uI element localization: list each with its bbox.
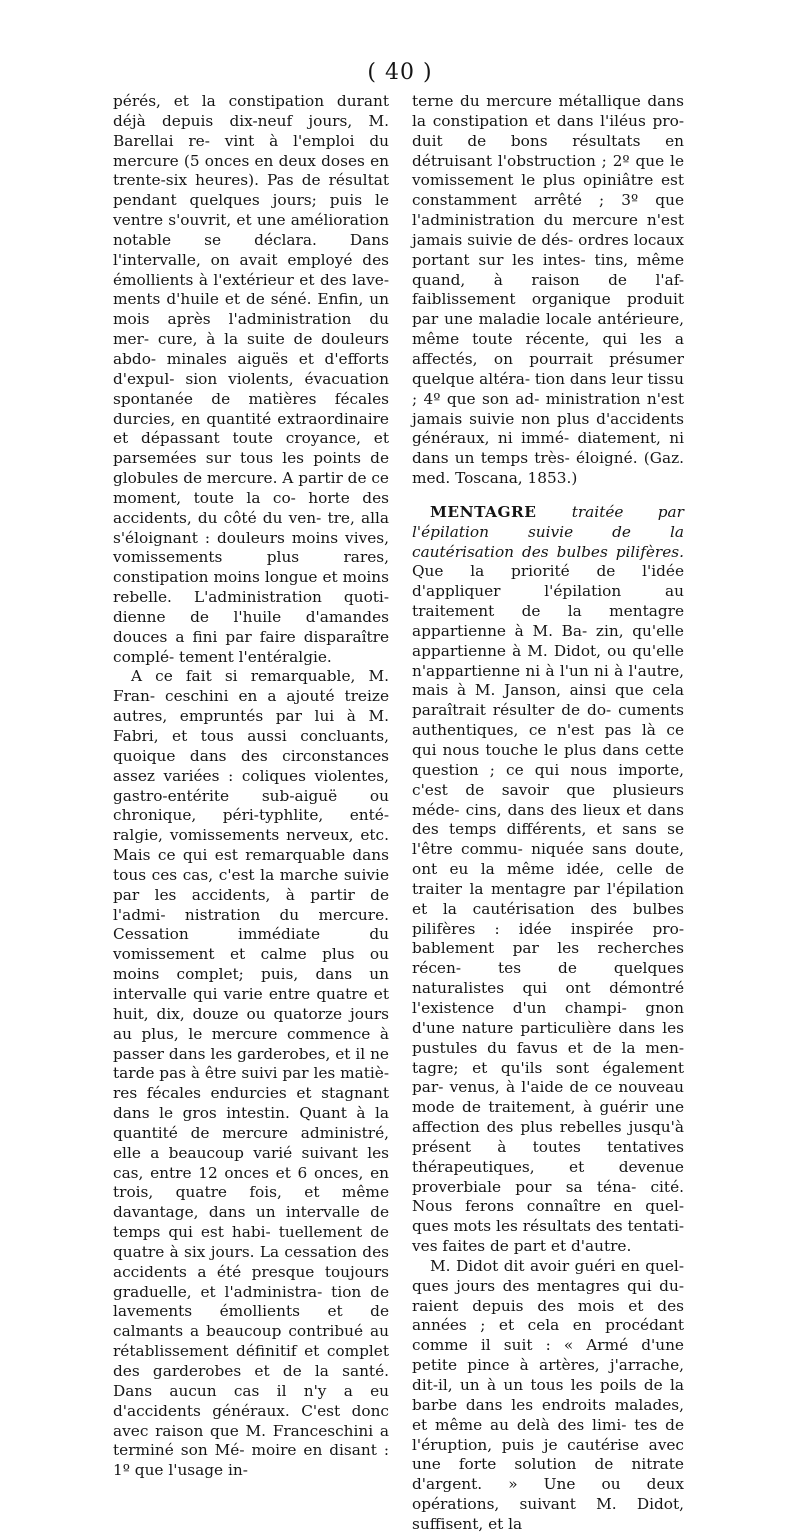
section-paragraph xyxy=(412,503,684,1257)
paragraph: M. Didot dit avoir guéri en quel- ques jours des mentagres qui du- raient depuis des mois et des années ; et cela en procédant comme il suit : « Armé d'une petite pince à artères, j'arrache, dit-il, un à un tous les poils de la barbe dans les endroits malades, et même au delà des limi- tes de l'éruption, puis je cautérise avec une forte solution de nitrate d'argent. » Une ou deux opérations, suivant M. Didot, suffisent, et la xyxy=(412,1256,684,1533)
right-column xyxy=(412,92,684,1535)
section-subheading: traitée par l'épilation suivie de la cautérisation des bulbes pilifères. xyxy=(412,502,684,561)
paragraph-text: Que la priorité de l'idée d'appliquer l'épilation au traitement de la mentagre appartienne à M. Ba- zin, qu'elle appartienne à M. Didot, ou qu'elle n'appartienne ni à l'un ni à l'autre, mais à M. Janson, ainsi que cela paraîtrait résulter de do- cuments authentiques, ce n'est pas là ce qui nous touche le plus dans cette question ; ce qui nous importe, c'est de savoir que plusieurs méde- cins, dans des lieux et dans des temps différents, et sans se l'être commu- niquée sans doute, ont eu la même idée, celle de traiter la mentagre par l'épilation et la cautérisation des bulbes pilifères : idée inspirée pro- bablement par les recherches récen- tes de quelques naturalistes qui ont démontré l'existence d'un champi- gnon d'une nature particulière dans les pustules du favus et de la men- tagre; et qu'ils sont également par- venus, à l'aide de ce nouveau mode de traitement, à guérir une affection des plus rebelles jusqu'à présent à toutes tentatives thérapeutiques, et devenue proverbiale pour sa téna- cité. Nous ferons connaître en quel- ques mots les résultats des tentati- ves faites de part et d'autre. xyxy=(412,562,684,1256)
citation: (Gaz. med. Toscana, 1853.) xyxy=(412,449,684,488)
page-number: ( 40 ) xyxy=(367,60,433,85)
paragraph: pérés, et la constipation durant déjà depuis dix-neuf jours, M. Barellai re- vint à l'emploi du mercure (5 onces en deux doses en trente-six heures). Pas de résultat pendant quelques jours; puis le ventre s'ouvrit, et une amélioration notable se déclara. Dans l'intervalle, on avait employé des émollients à l'extérieur et des lave- ments d'huile et de séné. Enfin, un mois après l'administration du mer- cure, à la suite de douleurs abdo- minales aiguës et d'efforts d'expul- sion violents, évacuation spontanée de matières fécales durcies, en quantité extraordinaire et dépassant toute croyance, et parsemées sur tous les points de globules de mercure. A partir de ce moment, toute la co- horte des accidents, du côté du ven- tre, alla s'éloignant : douleurs moins vives, vomissements plus rares, constipation moins longue et moins rebelle. L'administration quoti- dienne de l'huile d'amandes douces a fini par faire disparaître complé- tement l'entéralgie. xyxy=(113,92,389,666)
paragraph: A ce fait si remarquable, M. Fran- ceschini en a ajouté treize autres, empruntés par lui à M. Fabri, et tous aussi concluants, quoique dans des circonstances assez variées : coliques violentes, gastro-entérite sub-aiguë ou chronique, péri-typhlite, enté- ralgie, vomissements nerveux, etc. Mais ce qui est remarquable dans tous ces cas, c'est la marche suivie par les accidents, à partir de l'admi- nistration du mercure. Cessation immédiate du vomissement et calme plus ou moins complet; puis, dans un intervalle qui varie entre quatre et huit, dix, douze ou quatorze jours au plus, le mercure commence à passer dans les garderobes, et il ne tarde pas à être suivi par les matiè- res fécales endurcies et stagnant dans le gros intestin. Quant à la quantité de mercure administré, elle a beaucoup varié suivant les cas, entre 12 onces et 6 onces, en trois, quatre fois, et même davantage, dans un intervalle de temps qui est habi- tuellement de quatre à six jours. La cessation des accidents a été presque toujours graduelle, et l'administra- tion de lavements émollients et de calmants a beaucoup contribué au rétablissement définitif et complet des garderobes et de la santé. Dans aucun cas il n'y a eu d'accidents généraux. C'est donc avec raison que M. Franceschini a terminé son Mé- moire en disant : 1º que l'usage in- xyxy=(113,667,389,1480)
paragraph xyxy=(412,92,684,489)
paragraph-text: terne du mercure métallique dans la constipation et dans l'iléus pro- duit de bons résultats en détruisant l'obstruction ; 2º que le vomissement le plus opiniâtre est constamment arrêté ; 3º que l'administration du mercure n'est jamais suivie de dés- ordres locaux portant sur les intes- tins, même quand, à raison de l'af- faiblissement organique produit par une maladie locale antérieure, même toute récente, qui les a affectés, on pourrait présumer quelque altéra- tion dans leur tissu ; 4º que son ad- ministration n'est jamais suivie non plus d'accidents généraux, ni immé- diatement, ni dans un temps très- éloigné. xyxy=(412,92,684,468)
section-heading: MENTAGRE xyxy=(430,502,572,521)
left-column xyxy=(113,92,389,1481)
